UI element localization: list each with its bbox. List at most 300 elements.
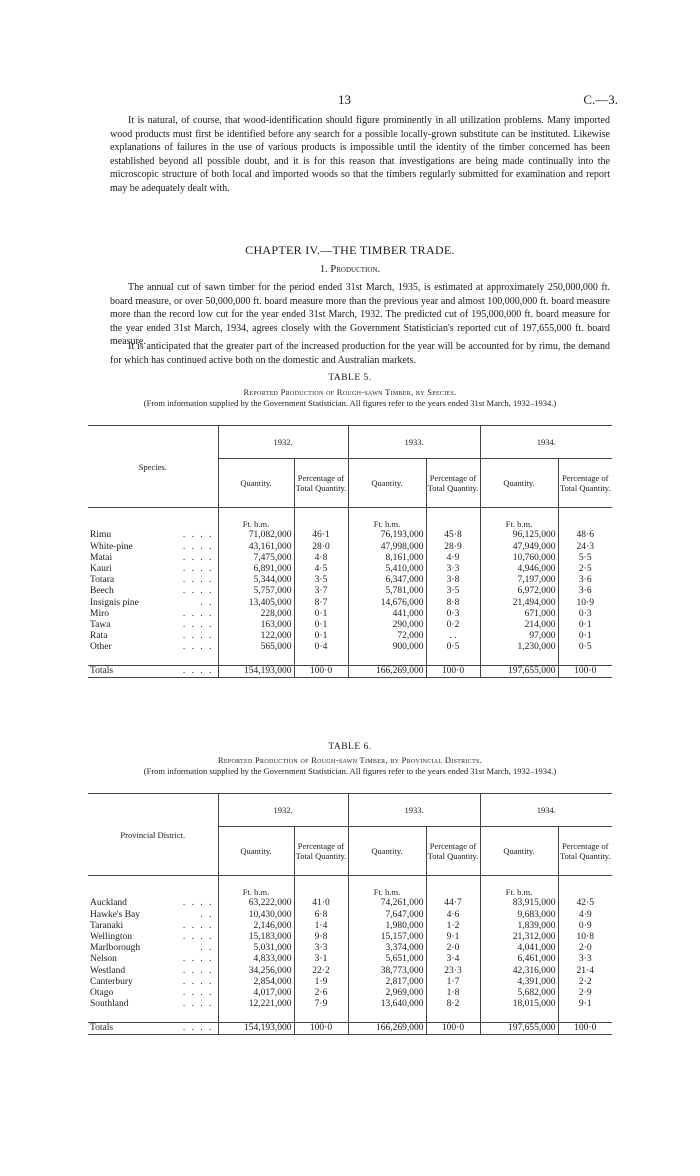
table6-row-quantity-1932: 10,430,000 xyxy=(218,910,294,921)
table6-row-quantity-1934: 42,316,000 xyxy=(480,966,558,977)
table6-totals-row-percentage-1933: 100·0 xyxy=(426,1022,480,1034)
table5-unit-row xyxy=(88,519,612,530)
table6-row-quantity-1934: 21,312,000 xyxy=(480,932,558,943)
table5-row-quantity-1933: 6,347,000 xyxy=(348,575,426,586)
table6-row xyxy=(88,977,612,988)
table6-gap-cell xyxy=(348,876,426,888)
table5-row-percentage-1934: 10·9 xyxy=(558,598,612,609)
table5-spacer-cell xyxy=(426,654,480,666)
table5-spacer-cell xyxy=(348,654,426,666)
table5-row-leader-dots: . . . . xyxy=(182,620,214,631)
table6-row-quantity-1934: 1,839,000 xyxy=(480,921,558,932)
table6-row-percentage-1933: 44·7 xyxy=(426,898,480,909)
chapter-title: CHAPTER IV.—THE TIMBER TRADE. xyxy=(245,243,455,257)
table5-row-quantity-1932: 6,891,000 xyxy=(218,564,294,575)
table5-row xyxy=(88,620,612,631)
table6-year-1932: 1932. xyxy=(218,794,348,827)
table6-row-leader-dots: . . . . xyxy=(182,999,214,1010)
table5-gap-row xyxy=(88,508,612,520)
table5-row-name: Kauri xyxy=(90,564,112,574)
table6-quantity-header: Quantity. xyxy=(348,827,426,876)
table5-spacer-row xyxy=(88,654,612,666)
table5-totals-row-name: Totals xyxy=(90,665,114,676)
table6-row-leader-dots: . . . . xyxy=(182,920,214,931)
table5-row-percentage-1932: 0·4 xyxy=(294,642,348,653)
table6-row-quantity-1933: 3,374,000 xyxy=(348,943,426,954)
table6-spacer-cell xyxy=(88,1010,218,1022)
table5-row-percentage-1932: 4·5 xyxy=(294,564,348,575)
table5-row-quantity-1932: 71,082,000 xyxy=(218,530,294,541)
table5-row-quantity-1933: 290,000 xyxy=(348,620,426,631)
table6-totals-row-quantity-1933: 166,269,000 xyxy=(348,1022,426,1034)
table5-row xyxy=(88,542,612,553)
table6-unit-spacer xyxy=(426,887,480,898)
table5-row xyxy=(88,631,612,642)
table5-spacer-cell xyxy=(88,654,218,666)
table5-unit-label: Ft. b.m. xyxy=(480,519,558,530)
table6-row-percentage-1933: 4·6 xyxy=(426,910,480,921)
table5-row-leader-dots: . . . . xyxy=(182,631,214,642)
table6-row-percentage-1932: 1·4 xyxy=(294,921,348,932)
table6-row-percentage-1933: 9·1 xyxy=(426,932,480,943)
table6-spacer-cell xyxy=(426,1010,480,1022)
table5-gap-cell xyxy=(426,508,480,520)
table6-row-percentage-1932: 7·9 xyxy=(294,999,348,1010)
table6-unit-label: Ft. b.m. xyxy=(480,887,558,898)
table6-row-name-cell xyxy=(88,954,218,965)
table5-row-quantity-1934: 21,494,000 xyxy=(480,598,558,609)
table5-row-quantity-1934: 4,946,000 xyxy=(480,564,558,575)
table6-gap-cell xyxy=(294,876,348,888)
table5-row-name-cell xyxy=(88,542,218,553)
table6-row-quantity-1932: 15,183,000 xyxy=(218,932,294,943)
table5-row-leader-dots: . . xyxy=(200,597,214,608)
table6-spacer-cell xyxy=(348,1010,426,1022)
table6-row-quantity-1932: 5,031,000 xyxy=(218,943,294,954)
table6-row xyxy=(88,932,612,943)
table6-row-percentage-1932: 2·6 xyxy=(294,988,348,999)
table6-row-percentage-1934: 9·1 xyxy=(558,999,612,1010)
table5-spacer-cell xyxy=(218,654,294,666)
production-paragraph-2: It is anticipated that the greater part of the increased production for the year will be accounted for by rimu, the demand for which has continued active both on the domestic and Australian markets. xyxy=(110,341,610,366)
table5-gap-cell xyxy=(348,508,426,520)
table6-row-leader-dots: . . . . xyxy=(182,988,214,999)
table6-row xyxy=(88,943,612,954)
table6-row-name: Nelson xyxy=(90,954,117,965)
table6-totals-row-leader-dots: . . . . xyxy=(182,1022,214,1033)
table5-row-name-cell xyxy=(88,575,218,586)
table6-row-leader-dots: . . . . xyxy=(182,976,214,987)
table6-totals-row-percentage-1934: 100·0 xyxy=(558,1022,612,1034)
table5-row-header: Species. xyxy=(138,461,167,472)
table5-row-quantity-1934: 10,760,000 xyxy=(480,553,558,564)
table6-row-name-cell xyxy=(88,977,218,988)
table5-gap-cell xyxy=(558,508,612,520)
table6-row xyxy=(88,999,612,1010)
table5-percentage-header: Percentage of Total Quantity. xyxy=(426,459,480,508)
table5-year-header-row xyxy=(88,426,612,459)
table5-caption: Reported Production of Rough-sawn Timber, by Species. xyxy=(243,387,457,397)
table6-row-name-cell xyxy=(88,966,218,977)
table5-row-quantity-1933: 47,998,000 xyxy=(348,542,426,553)
table6-row-quantity-1933: 15,157,000 xyxy=(348,932,426,943)
table6-caption: Reported Production of Rough-sawn Timber, by Provincial Districts. xyxy=(217,755,483,765)
table6-row-name-cell xyxy=(88,932,218,943)
table6-spacer-cell xyxy=(480,1010,558,1022)
table6-row-quantity-1932: 4,833,000 xyxy=(218,954,294,965)
table6-row-name-cell xyxy=(88,898,218,909)
table6-spacer-cell xyxy=(558,1010,612,1022)
table5-row-name-cell xyxy=(88,530,218,541)
table6-row xyxy=(88,988,612,999)
table6-row-percentage-1933: 23·3 xyxy=(426,966,480,977)
table6-unit-row xyxy=(88,887,612,898)
table6-row-quantity-1932: 2,146,000 xyxy=(218,921,294,932)
table5-row-percentage-1934: 0·1 xyxy=(558,620,612,631)
table5-unit-spacer xyxy=(88,519,218,530)
table6-row-percentage-1933: 8·2 xyxy=(426,999,480,1010)
table6-row-percentage-1934: 10·8 xyxy=(558,932,612,943)
table6-row-quantity-1933: 74,261,000 xyxy=(348,898,426,909)
table5-unit-label: Ft. b.m. xyxy=(348,519,426,530)
table6-totals-row xyxy=(88,1022,612,1034)
table6-row-percentage-1932: 9·8 xyxy=(294,932,348,943)
table5-row-name-cell xyxy=(88,586,218,597)
table5-totals-row xyxy=(88,665,612,677)
table6-row-percentage-1934: 42·5 xyxy=(558,898,612,909)
table5-row-percentage-1933: 0·2 xyxy=(426,620,480,631)
table5-row-percentage-1932: 4·8 xyxy=(294,553,348,564)
table6-spacer-cell xyxy=(218,1010,294,1022)
table5-quantity-header: Quantity. xyxy=(480,459,558,508)
table6-row-quantity-1933: 13,640,000 xyxy=(348,999,426,1010)
table5-row-percentage-1932: 3·7 xyxy=(294,586,348,597)
table6-percentage-header: Percentage of Total Quantity. xyxy=(294,827,348,876)
table5-row xyxy=(88,575,612,586)
table5-totals-row-percentage-1934: 100·0 xyxy=(558,665,612,677)
table6-gap-cell xyxy=(88,876,218,888)
table6-row-name-cell xyxy=(88,988,218,999)
table5-row-quantity-1933: 72,000 xyxy=(348,631,426,642)
table6-gap-row xyxy=(88,876,612,888)
table5-row-name: Beech xyxy=(90,586,114,597)
table6-row-percentage-1934: 2·9 xyxy=(558,988,612,999)
table5-row xyxy=(88,598,612,609)
table5-row-name: Matai xyxy=(90,552,113,563)
table6-source: (From information supplied by the Government Statistician. All figures refer to the years ended 31st March, 1932–1934.) xyxy=(143,766,557,776)
table6-row-name-cell xyxy=(88,943,218,954)
table6-row-name-cell xyxy=(88,921,218,932)
table6-row xyxy=(88,910,612,921)
table6-year-header-row xyxy=(88,794,612,827)
table5-row-percentage-1934: 3·6 xyxy=(558,575,612,586)
table5-row-quantity-1933: 14,676,000 xyxy=(348,598,426,609)
table5-row-quantity-1932: 43,161,000 xyxy=(218,542,294,553)
table5-row-quantity-1932: 163,000 xyxy=(218,620,294,631)
table6-gap-cell xyxy=(426,876,480,888)
table6-totals-row-percentage-1932: 100·0 xyxy=(294,1022,348,1034)
table5-row-quantity-1933: 5,410,000 xyxy=(348,564,426,575)
table6-percentage-header: Percentage of Total Quantity. xyxy=(558,827,612,876)
table5-row-name-cell xyxy=(88,598,218,609)
table5-row-percentage-1934: 5·5 xyxy=(558,553,612,564)
table5-row-quantity-1932: 5,344,000 xyxy=(218,575,294,586)
table6-row-name: Westland xyxy=(90,965,126,976)
table5-row-quantity-1933: 5,781,000 xyxy=(348,586,426,597)
table6-row-quantity-1934: 4,391,000 xyxy=(480,977,558,988)
table6-row xyxy=(88,898,612,909)
table5-row-leader-dots: . . . . xyxy=(182,564,214,574)
table5-row-percentage-1934: 24·3 xyxy=(558,542,612,553)
table5-row-name-cell xyxy=(88,631,218,642)
table6-row-name: Southland xyxy=(90,999,129,1010)
table5-row-percentage-1934: 3·6 xyxy=(558,586,612,597)
table5-unit-spacer xyxy=(426,519,480,530)
table5-row-percentage-1934: 0·3 xyxy=(558,609,612,620)
table6-year-1934: 1934. xyxy=(480,794,612,827)
table6-row-quantity-1933: 1,980,000 xyxy=(348,921,426,932)
table5-row-percentage-1934: 0·5 xyxy=(558,642,612,653)
table5-row-percentage-1933: 3·8 xyxy=(426,575,480,586)
table5-source: (From information supplied by the Government Statistician. All figures refer to the years ended 31st March, 1932–1934.) xyxy=(143,398,557,408)
table5-row-quantity-1934: 96,125,000 xyxy=(480,530,558,541)
table5-year-1933: 1933. xyxy=(348,426,480,459)
table5-totals-row-quantity-1933: 166,269,000 xyxy=(348,665,426,677)
table6-row-percentage-1933: 1·8 xyxy=(426,988,480,999)
table6-row-name-cell xyxy=(88,910,218,921)
table6-row-quantity-1932: 2,854,000 xyxy=(218,977,294,988)
table5-row-percentage-1932: 8·7 xyxy=(294,598,348,609)
table5-totals-row-quantity-1934: 197,655,000 xyxy=(480,665,558,677)
table6-row-quantity-1932: 4,017,000 xyxy=(218,988,294,999)
table6-row-leader-dots: . . xyxy=(200,943,214,954)
table5-row-quantity-1932: 7,475,000 xyxy=(218,553,294,564)
table5-row-quantity-1934: 6,972,000 xyxy=(480,586,558,597)
table6-row-name: Taranaki xyxy=(90,920,124,931)
table5-totals-row-percentage-1933: 100·0 xyxy=(426,665,480,677)
table6-row-quantity-1932: 63,222,000 xyxy=(218,898,294,909)
table5-row-percentage-1933: . . xyxy=(426,631,480,642)
table5-row-name: Other xyxy=(90,642,112,653)
table6-row-percentage-1934: 3·3 xyxy=(558,954,612,965)
table5-row-percentage-1933: 3·3 xyxy=(426,564,480,575)
table6-row-leader-dots: . . . . xyxy=(182,932,214,942)
table6-quantity-header: Quantity. xyxy=(218,827,294,876)
table5-gap-cell xyxy=(218,508,294,520)
table6-unit-label: Ft. b.m. xyxy=(218,887,294,898)
table5-row-name: Rimu xyxy=(90,530,112,541)
table5-row-quantity-1934: 1,230,000 xyxy=(480,642,558,653)
table5-row-percentage-1932: 3·5 xyxy=(294,575,348,586)
table6-row-name: Marlborough xyxy=(90,943,141,954)
table6-row-quantity-1933: 2,817,000 xyxy=(348,977,426,988)
table6-row-percentage-1932: 3·1 xyxy=(294,954,348,965)
table5-row xyxy=(88,553,612,564)
table5-row-quantity-1933: 76,193,000 xyxy=(348,530,426,541)
table5-row-leader-dots: . . . . xyxy=(182,552,214,563)
table6-row-leader-dots: . . . . xyxy=(182,898,214,909)
table6-unit-spacer xyxy=(88,887,218,898)
table5-unit-spacer xyxy=(558,519,612,530)
table5-totals-row-quantity-1932: 154,193,000 xyxy=(218,665,294,677)
table6-row-quantity-1934: 5,682,000 xyxy=(480,988,558,999)
table5 xyxy=(88,425,612,678)
table6-row-percentage-1932: 1·9 xyxy=(294,977,348,988)
table5-row xyxy=(88,530,612,541)
table5-gap-cell xyxy=(480,508,558,520)
table6-year-1933: 1933. xyxy=(348,794,480,827)
table5-spacer-cell xyxy=(558,654,612,666)
table5-row-percentage-1933: 8·8 xyxy=(426,598,480,609)
table6 xyxy=(88,793,612,1035)
table6-row-name: Auckland xyxy=(90,898,127,909)
table6-row-quantity-1934: 6,461,000 xyxy=(480,954,558,965)
table6-unit-label: Ft. b.m. xyxy=(348,887,426,898)
table5-totals-row-percentage-1932: 100·0 xyxy=(294,665,348,677)
table6-row-quantity-1934: 9,683,000 xyxy=(480,910,558,921)
document-reference: C.—3. xyxy=(583,92,618,107)
table5-label: TABLE 5. xyxy=(328,373,372,383)
table6-totals-row-quantity-1934: 197,655,000 xyxy=(480,1022,558,1034)
table5-row-name: Insignis pine xyxy=(90,597,139,608)
table6-row-percentage-1932: 3·3 xyxy=(294,943,348,954)
table6-gap-cell xyxy=(480,876,558,888)
table5-unit-label: Ft. b.m. xyxy=(218,519,294,530)
table6-row xyxy=(88,966,612,977)
table5-percentage-header: Percentage of Total Quantity. xyxy=(558,459,612,508)
table6-row xyxy=(88,954,612,965)
table6-row-quantity-1932: 12,221,000 xyxy=(218,999,294,1010)
table5-row-name-cell xyxy=(88,642,218,653)
table5-row-quantity-1932: 228,000 xyxy=(218,609,294,620)
table5-row xyxy=(88,586,612,597)
intro-paragraph: It is natural, of course, that wood-identification should figure prominently in all utilization problems. Many imported wood products must first be identified before any search for a possible locally-grown substitute can be instituted. Likewise explanations of failures in the use of various products is impossible until the identity of the timber concerned has been established beyond all possible doubt, and it is for this reason that investigations are being made continually into the microscopic structure of both local and imported woods so that the timbers regularly submitted for examination and report may be adequately dealt with. xyxy=(110,115,610,194)
table5-row-quantity-1932: 5,757,000 xyxy=(218,586,294,597)
table6-row-percentage-1934: 0·9 xyxy=(558,921,612,932)
table5-row-percentage-1933: 3·5 xyxy=(426,586,480,597)
table5-percentage-header: Percentage of Total Quantity. xyxy=(294,459,348,508)
table6-row-percentage-1934: 21·4 xyxy=(558,966,612,977)
table5-row-name: Totara xyxy=(90,575,115,586)
table6-row-percentage-1932: 22·2 xyxy=(294,966,348,977)
table6-row-name: Hawke's Bay xyxy=(90,909,140,920)
table5-row-quantity-1934: 671,000 xyxy=(480,609,558,620)
table6-spacer-row xyxy=(88,1010,612,1022)
table6-row-leader-dots: . . . . xyxy=(182,954,214,965)
table5-row-name-cell xyxy=(88,564,218,575)
table5-row xyxy=(88,642,612,653)
table6-totals-row-quantity-1932: 154,193,000 xyxy=(218,1022,294,1034)
table5-row-percentage-1932: 0·1 xyxy=(294,609,348,620)
table6-spacer-cell xyxy=(294,1010,348,1022)
table5-year-1934: 1934. xyxy=(480,426,612,459)
table5-row-leader-dots: . . . . xyxy=(182,530,214,541)
page-header xyxy=(0,92,700,108)
table5-row-quantity-1932: 122,000 xyxy=(218,631,294,642)
table6-totals-row-name: Totals xyxy=(90,1022,114,1033)
table5-row-leader-dots: . . . . xyxy=(182,575,214,586)
table6-row-percentage-1933: 2·0 xyxy=(426,943,480,954)
table6-gap-cell xyxy=(558,876,612,888)
production-paragraph-1: The annual cut of sawn timber for the period ended 31st March, 1935, is estimated at approximately 250,000,000 ft. board measure, or over 50,000,000 ft. board measure more than the previous year and almost 100,000,000 ft. board measure more than the record low cut for the year ended 31st March, 1932. The predicted cut of 195,000,000 ft. board measure for the year ended 31st March, 1934, agrees closely with the Government Statistician's reported cut of 197,655,000 ft. board measure. xyxy=(110,282,610,347)
table5-row-leader-dots: . . . . xyxy=(182,608,214,619)
page-number: 13 xyxy=(338,92,351,107)
table5-spacer-cell xyxy=(294,654,348,666)
table6-row-quantity-1934: 83,915,000 xyxy=(480,898,558,909)
table6-row-leader-dots: . . . . xyxy=(182,965,214,976)
table5-row-name: White-pine xyxy=(90,541,133,552)
table6-row-quantity-1934: 18,015,000 xyxy=(480,999,558,1010)
table5-row-quantity-1932: 565,000 xyxy=(218,642,294,653)
table5-row-name: Tawa xyxy=(90,620,111,631)
table5-row xyxy=(88,564,612,575)
table6-row-percentage-1933: 1·7 xyxy=(426,977,480,988)
table5-row-percentage-1932: 0·1 xyxy=(294,631,348,642)
table5-row-leader-dots: . . . . xyxy=(182,586,214,597)
table5-spacer-cell xyxy=(480,654,558,666)
table5-row-percentage-1933: 28·9 xyxy=(426,542,480,553)
table6-row-name: Canterbury xyxy=(90,976,133,987)
table5-row-name-cell xyxy=(88,553,218,564)
table6-row-name-cell xyxy=(88,999,218,1010)
table5-row-quantity-1934: 47,949,000 xyxy=(480,542,558,553)
table5-row-quantity-1934: 214,000 xyxy=(480,620,558,631)
table6-row xyxy=(88,921,612,932)
table5-row-quantity-1933: 900,000 xyxy=(348,642,426,653)
table5-row-percentage-1932: 46·1 xyxy=(294,530,348,541)
table6-row-percentage-1934: 2·0 xyxy=(558,943,612,954)
table5-row-name-cell xyxy=(88,620,218,631)
table6-quantity-header: Quantity. xyxy=(480,827,558,876)
table5-year-1932: 1932. xyxy=(218,426,348,459)
table6-row-name: Wellington xyxy=(90,932,132,942)
table6-row-percentage-1932: 6·8 xyxy=(294,910,348,921)
table5-row-percentage-1933: 4·9 xyxy=(426,553,480,564)
table5-row-percentage-1934: 0·1 xyxy=(558,631,612,642)
section-title: 1. Production. xyxy=(319,264,381,275)
table5-row-percentage-1934: 48·6 xyxy=(558,530,612,541)
table5-quantity-header: Quantity. xyxy=(218,459,294,508)
table5-row-leader-dots: . . . . xyxy=(182,642,214,653)
table6-row-name: Otago xyxy=(90,988,114,999)
table5-row-quantity-1933: 8,161,000 xyxy=(348,553,426,564)
table5-row-name-cell xyxy=(88,609,218,620)
table6-row-percentage-1933: 3·4 xyxy=(426,954,480,965)
table5-row-quantity-1934: 7,197,000 xyxy=(480,575,558,586)
table6-row-header: Provincial District. xyxy=(120,829,186,840)
table5-row-quantity-1932: 13,405,000 xyxy=(218,598,294,609)
table5-row-percentage-1933: 45·8 xyxy=(426,530,480,541)
table6-label: TABLE 6. xyxy=(328,742,372,752)
table5-row-leader-dots: . . . . xyxy=(182,541,214,552)
table6-unit-spacer xyxy=(558,887,612,898)
table5-row xyxy=(88,609,612,620)
table5-gap-cell xyxy=(88,508,218,520)
table6-percentage-header: Percentage of Total Quantity. xyxy=(426,827,480,876)
table5-row-percentage-1932: 28·0 xyxy=(294,542,348,553)
table6-row-percentage-1934: 4·9 xyxy=(558,910,612,921)
table6-row-quantity-1933: 7,647,000 xyxy=(348,910,426,921)
table6-unit-spacer xyxy=(294,887,348,898)
table5-totals-row-leader-dots: . . . . xyxy=(182,665,214,676)
table5-row-percentage-1933: 0·5 xyxy=(426,642,480,653)
table6-row-percentage-1933: 1·2 xyxy=(426,921,480,932)
table5-row-name: Rata xyxy=(90,631,108,642)
table5-quantity-header: Quantity. xyxy=(348,459,426,508)
table6-row-quantity-1933: 2,969,000 xyxy=(348,988,426,999)
table5-gap-cell xyxy=(294,508,348,520)
table5-row-percentage-1932: 0·1 xyxy=(294,620,348,631)
